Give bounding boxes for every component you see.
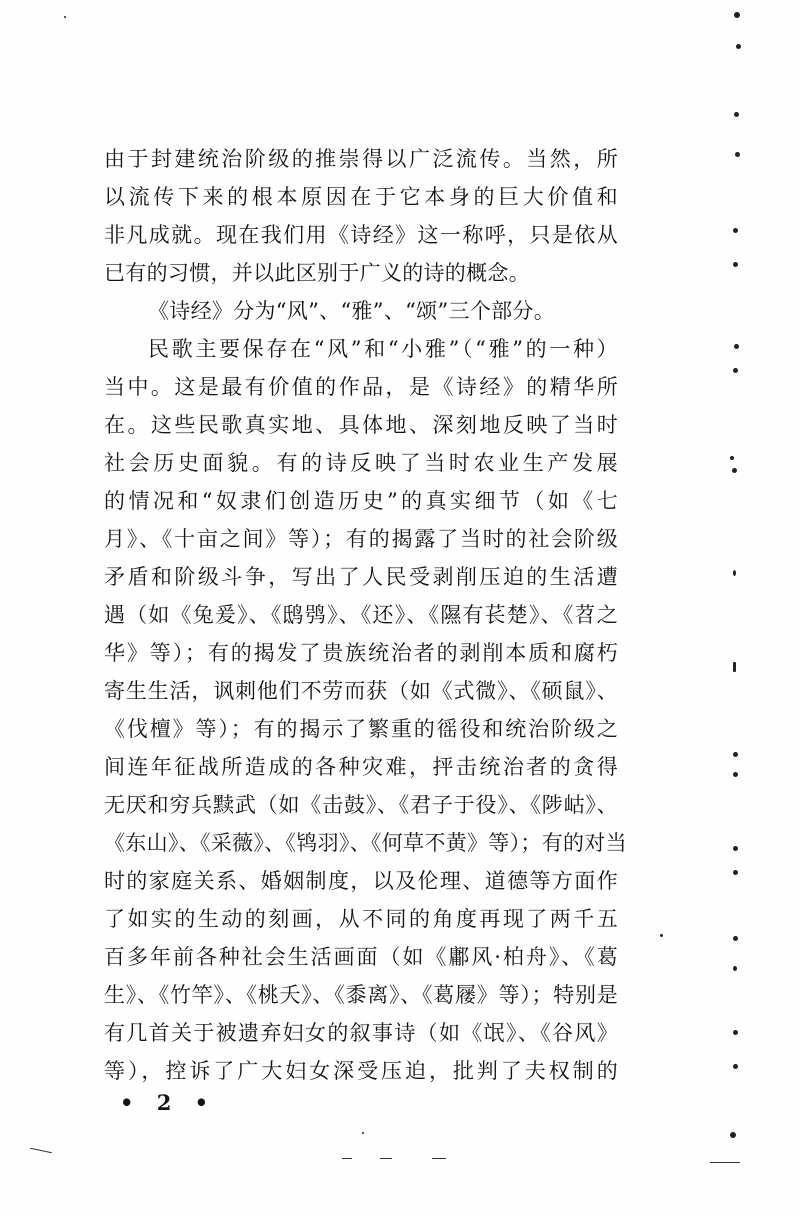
text-line: 《伐檀》等）；有的揭示了繁重的徭役和统治阶级之 [104, 717, 618, 741]
text-line: 了如实的生动的刻画，从不同的角度再现了两千五 [104, 907, 618, 931]
scan-speck [733, 570, 736, 576]
text-line: 月》、《十亩之间》等）；有的揭露了当时的社会阶级 [104, 527, 618, 551]
text-line: 在。这些民歌真实地、具体地、深刻地反映了当时 [104, 413, 618, 437]
body-text [104, 140, 627, 1090]
text-line: 已有的习惯，并以此区别于广义的诗的概念。 [104, 261, 530, 285]
scan-speck [730, 1132, 736, 1138]
scan-speck [734, 112, 739, 117]
text-line: 《东山》、《采薇》、《鸨羽》、《何草不黄》等）；有的对当 [104, 831, 627, 855]
scan-speck [733, 772, 738, 777]
text-line: 有几首关于被遗弃妇女的叙事诗（如《氓》、《谷风》 [104, 1021, 618, 1045]
scan-dash [30, 1148, 52, 1154]
text-line: 生》、《竹竿》、《桃夭》、《黍离》、《葛屦》等）；特别是 [104, 983, 618, 1007]
text-line: 百多年前各种社会生活画面（如《鄘风·柏舟》、《葛 [104, 945, 618, 969]
scan-speck [733, 936, 738, 941]
scan-speck [734, 12, 740, 18]
scan-speck [735, 152, 740, 157]
scan-speck [733, 368, 738, 373]
scan-dash [380, 1158, 392, 1159]
scan-speck [730, 456, 734, 460]
text-line: 民歌主要保存在“风”和“小雅”（“雅”的一种） [148, 337, 618, 361]
text-line: 当中。这是最有价值的作品，是《诗经》的精华所 [104, 375, 618, 399]
scan-dash [342, 1158, 352, 1159]
text-line: 时的家庭关系、婚姻制度，以及伦理、道德等方面作 [104, 869, 618, 893]
scan-speck [736, 44, 741, 49]
text-line: 由于封建统治阶级的推崇得以广泛流传。当然，所 [104, 147, 618, 171]
text-line: 《诗经》分为“风”、“雅”、“颂”三个部分。 [148, 299, 556, 323]
scan-speck [733, 870, 738, 875]
text-line: 矛盾和阶级斗争，写出了人民受剥削压迫的生活遭 [104, 565, 618, 589]
page-number: • 2 • [120, 1090, 217, 1115]
text-line: 遇（如《兔爰》、《鸱鸮》、《还》、《隰有苌楚》、《苕之 [104, 603, 618, 627]
text-line: 华》等）；有的揭发了贵族统治者的剥削本质和腐朽 [104, 641, 618, 665]
scan-dash [710, 1162, 740, 1163]
text-line: 以流传下来的根本原因在于它本身的巨大价值和 [104, 185, 618, 209]
text-line: 非凡成就。现在我们用《诗经》这一称呼，只是依从 [104, 223, 618, 247]
text-line: 的情况和“奴隶们创造历史”的真实细节（如《七 [104, 489, 618, 513]
scan-speck [733, 228, 738, 233]
text-line: 无厌和穷兵黩武（如《击鼓》、《君子于役》、《陟岵》、 [104, 793, 618, 817]
scan-dash [432, 1158, 446, 1159]
text-line: 等），控诉了广大妇女深受压迫，批判了夫权制的 [104, 1059, 618, 1083]
scan-speck [734, 344, 739, 349]
scan-speck [732, 468, 737, 473]
scan-speck [362, 1132, 364, 1134]
scan-speck [660, 934, 663, 937]
text-line: 间连年征战所造成的各种灾难，抨击统治者的贪得 [104, 755, 618, 779]
scan-speck [733, 846, 738, 851]
text-line: 社会历史面貌。有的诗反映了当时农业生产发展 [104, 451, 618, 475]
scan-speck [733, 1064, 738, 1069]
scan-speck [64, 16, 66, 18]
scan-speck [733, 662, 736, 672]
scan-speck [733, 1030, 738, 1035]
scan-speck [733, 262, 738, 267]
text-line: 寄生生活，讽刺他们不劳而获（如《式微》、《硕鼠》、 [104, 679, 618, 703]
scan-speck [733, 752, 738, 757]
scan-speck [733, 966, 737, 971]
